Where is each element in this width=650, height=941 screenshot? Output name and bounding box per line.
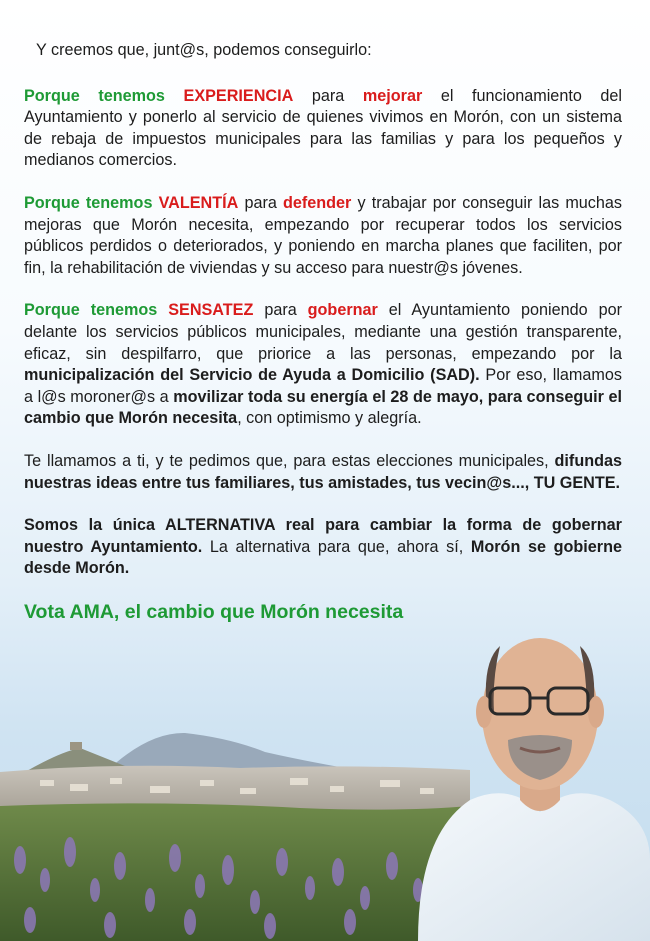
p1-para: para: [311, 86, 345, 105]
p4-lead: Te llamamos a ti, y te pedimos que, para estas elecciones municipales,: [24, 451, 549, 470]
castle-shape: [70, 742, 82, 750]
p3-para: para: [264, 301, 297, 320]
p2-verb: defender: [282, 193, 352, 212]
p3-sad: municipalización del Servicio de Ayuda a Domicilio (SAD).: [24, 366, 480, 385]
p5-end: Morón se gobierne desde Morón.: [24, 537, 622, 578]
p3-body: el Ayuntamiento poniendo por delante los servicios públicos municipales, mediante una gestión transparente, eficaz, sin despilfarro, que priorice a las personas, empezando por la: [24, 301, 622, 363]
person-shirt: [418, 793, 650, 941]
p1-body: el funcionamiento del Ayuntamiento y ponerlo al servicio de quienes vivimos en Morón, con un sistema de rebaja de impuestos municipales para las familias y para los pequeños y medianos comercios.: [24, 86, 623, 170]
p5-bold: Somos la única ALTERNATIVA real para cambiar la forma de gobernar nuestro Ayuntamiento.: [24, 516, 622, 556]
p3-end: , con optimismo y alegría.: [237, 409, 422, 428]
body-text: [24, 40, 622, 623]
p3-lead: Porque tenemos: [24, 301, 158, 320]
field-shape: [0, 803, 470, 941]
p2-lead: Porque tenemos: [24, 193, 153, 212]
slogan: Vota AMA, el cambio que Morón necesita: [24, 600, 404, 623]
p3-verb: gobernar: [307, 301, 378, 320]
intro-line: Y creemos que, junt@s, podemos conseguirlo:: [36, 41, 372, 59]
p3-mobilize: movilizar toda su energía el 28 de mayo, para conseguir el cambio que Morón necesita: [24, 387, 622, 428]
p3-keyword: SENSATEZ: [168, 301, 254, 320]
paragraph-valentia: [24, 193, 622, 279]
p4-bold: difundas nuestras ideas entre tus familiares, tus amistades, tus vecin@s..., TU GENTE.: [24, 451, 622, 492]
paragraph-difundir: [24, 451, 622, 494]
paragraph-experiencia: [24, 86, 622, 172]
p1-keyword: EXPERIENCIA: [183, 86, 294, 105]
p3-call: Por eso, llamamos a l@s moroner@s a: [24, 366, 623, 406]
paragraph-alternativa: [24, 515, 622, 580]
mountain-shape: [110, 733, 345, 768]
p5-mid: La alternativa para que, ahora sí,: [209, 537, 464, 556]
p2-keyword: VALENTÍA: [158, 193, 239, 212]
p2-para: para: [244, 193, 277, 212]
p2-body: y trabajar por conseguir las muchas mejoras que Morón necesita, empezando por recuperar todos los servicios públicos perdidos o deteriorados, y poniendo en marcha planes que faciliten, por fin, la rehabilitación de viviendas y su acceso para nuestr@s jóvenes.: [24, 193, 623, 277]
paragraph-sensatez: [24, 300, 622, 430]
p1-verb: mejorar: [362, 86, 423, 105]
p1-lead: Porque tenemos: [24, 86, 165, 105]
